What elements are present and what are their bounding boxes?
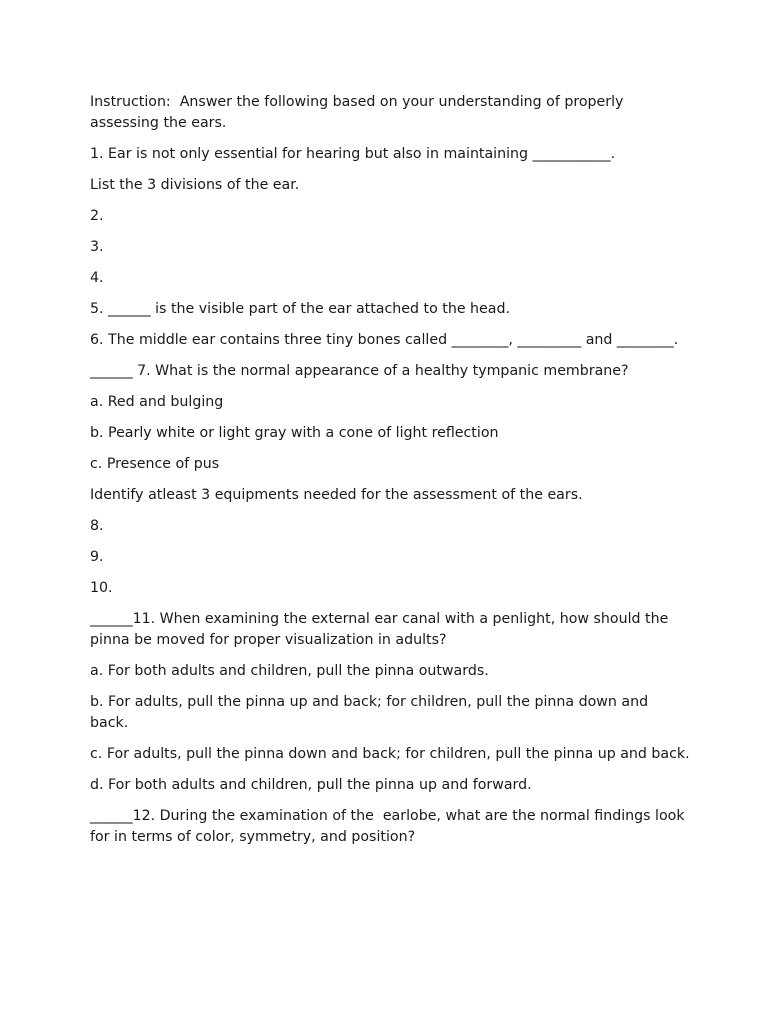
answer-line-4: 4.	[90, 270, 104, 286]
answer-line-10: 10.	[90, 580, 113, 596]
question-11: ______11. When examining the external ear canal with a penlight, how should the pinna be moved for proper visualization in adults?	[90, 611, 673, 648]
section-heading-divisions: List the 3 divisions of the ear.	[90, 177, 300, 193]
answer-line-2: 2.	[90, 208, 104, 224]
answer-line-3: 3.	[90, 239, 104, 255]
option-11c: c. For adults, pull the pinna down and back; for children, pull the pinna up and back.	[90, 746, 690, 762]
option-7b: b. Pearly white or light gray with a cone of light reflection	[90, 425, 499, 441]
question-12: ______12. During the examination of the earlobe, what are the normal findings look for in terms of color, symmetry, and position?	[90, 808, 690, 845]
option-7a: a. Red and bulging	[90, 394, 224, 410]
question-6: 6. The middle ear contains three tiny bones called ________, _________ and ________.	[90, 332, 679, 348]
instruction-text: Instruction: Answer the following based on your understanding of properly assessing the ears.	[90, 94, 628, 131]
option-11d: d. For both adults and children, pull the pinna up and forward.	[90, 777, 532, 793]
question-1: 1. Ear is not only essential for hearing but also in maintaining ___________.	[90, 146, 616, 162]
question-5: 5. ______ is the visible part of the ear attached to the head.	[90, 301, 510, 317]
question-7: ______ 7. What is the normal appearance of a healthy tympanic membrane?	[90, 363, 629, 379]
section-heading-equipment: Identify atleast 3 equipments needed for the assessment of the ears.	[90, 487, 583, 503]
answer-line-9: 9.	[90, 549, 104, 565]
document-page	[90, 92, 690, 858]
option-11a: a. For both adults and children, pull the pinna outwards.	[90, 663, 489, 679]
option-11b: b. For adults, pull the pinna up and back; for children, pull the pinna down and back.	[90, 694, 653, 731]
answer-line-8: 8.	[90, 518, 104, 534]
option-7c: c. Presence of pus	[90, 456, 220, 472]
